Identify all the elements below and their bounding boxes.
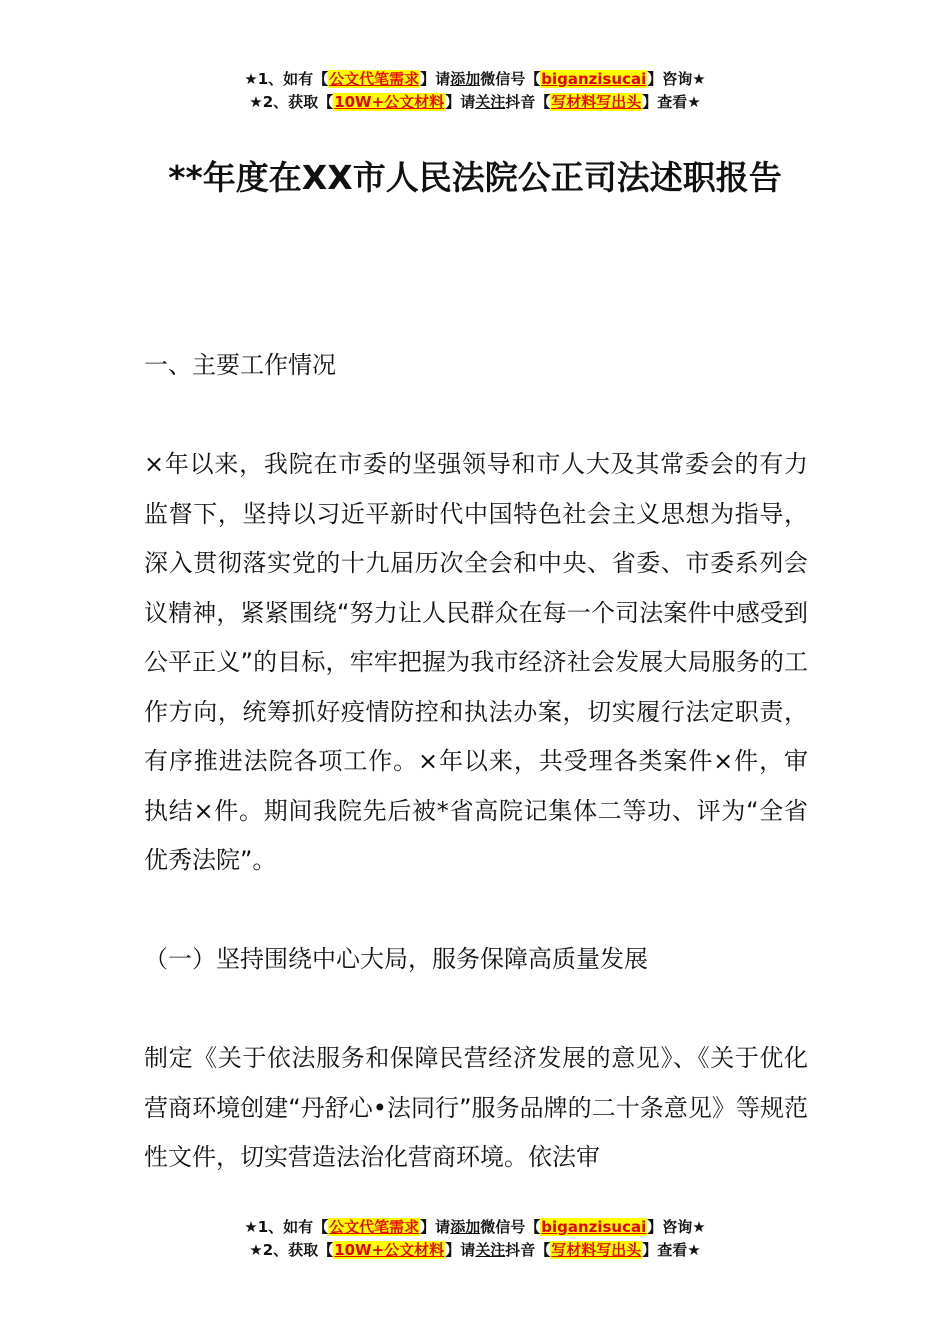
document-body <box>144 341 808 1183</box>
body-paragraph-1: ×年以来，我院在市委的坚强领导和市人大及其常委会的有力监督下，坚持以习近平新时代中国特色社会主义思想为指导，深入贯彻落实党的十九届历次全会和中央、省委、市委系列会议精神，紧紧围绕“努力让人民群众在每一个司法案件中感受到公平正义”的目标，牢牢把握为我市经济社会发展大局服务的工作方向，统筹抓好疫情防控和执法办案，切实履行法定职责，有序推进法院各项工作。×年以来，共受理各类案件×件，审执结×件。期间我院先后被*省高院记集体二等功、评为“全省优秀法院”。 <box>144 450 808 874</box>
banner-text: 抖音【 <box>505 93 551 111</box>
banner-text: 微信号【 <box>480 1218 541 1236</box>
banner-line-2 <box>0 91 950 114</box>
banner-text: 微信号【 <box>480 70 541 88</box>
banner-text: 】请 <box>420 1218 451 1236</box>
footer-banner <box>0 1216 950 1262</box>
banner-underlined-text: 添加 <box>450 70 481 88</box>
banner-highlight: 10W+公文材料 <box>334 93 445 111</box>
banner-douyin-id: 写材料写出头 <box>551 93 642 111</box>
banner-text: 】请 <box>445 1241 476 1259</box>
banner-text: 】咨询★ <box>647 1218 706 1236</box>
banner-underlined-text: 关注 <box>475 1241 506 1259</box>
banner-underlined-text: 关注 <box>475 93 506 111</box>
banner-highlight: 公文代笔需求 <box>329 70 420 88</box>
banner-douyin-id: 写材料写出头 <box>551 1241 642 1259</box>
banner-underlined-text: 添加 <box>450 1218 481 1236</box>
banner-text: ★2、获取【 <box>249 93 334 111</box>
banner-highlight: 公文代笔需求 <box>329 1218 420 1236</box>
banner-wechat-id: biganzisucai <box>541 1218 647 1236</box>
header-banner <box>0 68 950 114</box>
section-heading-2: （一）坚持围绕中心大局，服务保障高质量发展 <box>144 945 648 973</box>
banner-text: ★1、如有【 <box>244 70 329 88</box>
banner-text: 】查看★ <box>642 1241 701 1259</box>
banner-text: 】请 <box>420 70 451 88</box>
body-paragraph-2: 制定《关于依法服务和保障民营经济发展的意见》、《关于优化营商环境创建“丹舒心•法同行”服务品牌的二十条意见》等规范性文件，切实营造法治化营商环境。依法审 <box>144 1044 808 1171</box>
banner-text: 抖音【 <box>505 1241 551 1259</box>
banner-line-1 <box>0 68 950 91</box>
banner-text: ★2、获取【 <box>249 1241 334 1259</box>
banner-text: 】咨询★ <box>647 70 706 88</box>
banner-text: 】请 <box>445 93 476 111</box>
banner-line-2 <box>0 1239 950 1262</box>
banner-text: 】查看★ <box>642 93 701 111</box>
banner-text: ★1、如有【 <box>244 1218 329 1236</box>
document-title: **年度在XX市人民法院公正司法述职报告 <box>168 158 782 197</box>
banner-line-1 <box>0 1216 950 1239</box>
section-heading-1: 一、主要工作情况 <box>144 351 336 379</box>
banner-highlight: 10W+公文材料 <box>334 1241 445 1259</box>
banner-wechat-id: biganzisucai <box>541 70 647 88</box>
